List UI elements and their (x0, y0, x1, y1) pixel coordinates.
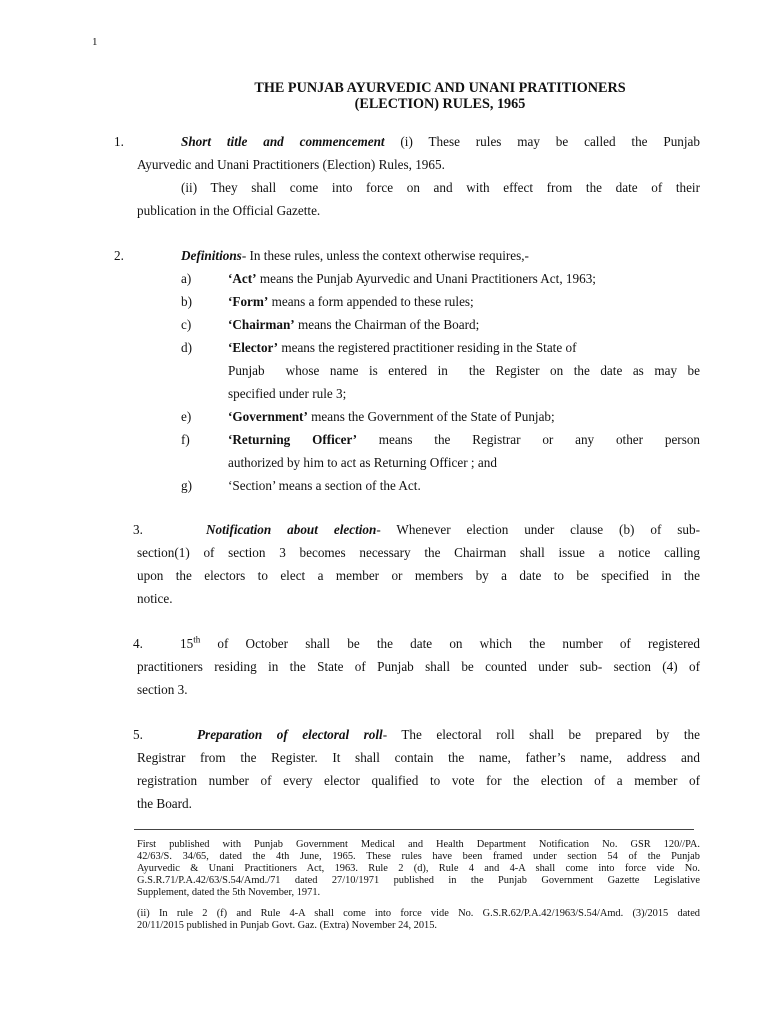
document-title: THE PUNJAB AYURVEDIC AND UNANI PRATITIONERS (254, 80, 626, 96)
definition-c-label: c) (181, 317, 192, 332)
definition-c (228, 314, 479, 336)
rule-3-line-2: section(1) of section 3 becomes necessary the Chairman shall issue a notice calling (137, 545, 700, 560)
rule-2-number: 2. (114, 248, 124, 263)
rule-5-number: 5. (133, 727, 143, 742)
definition-a-label: a) (181, 271, 192, 286)
definition-f-term: ‘Returning Officer’ (228, 432, 357, 447)
rule-1-text: (i) These rules may be called the Punjab (384, 134, 700, 149)
definition-d-cont-2: specified under rule 3; (228, 386, 347, 401)
rule-1-line-3: (ii) They shall come into force on and with effect from the date of their (181, 180, 700, 195)
definition-f-text: means the Registrar or any other person (356, 432, 701, 447)
document-subtitle: (ELECTION) RULES, 1965 (354, 96, 526, 112)
rule-4-number: 4. (133, 636, 143, 651)
rule-1-line-4: publication in the Official Gazette. (137, 203, 321, 218)
rule-5-line-4: the Board. (137, 796, 192, 811)
rule-1-number: 1. (114, 134, 124, 149)
footnote-2-line-2: 20/11/2015 published in Punjab Govt. Gaz. (Extra) November 24, 2015. (137, 920, 438, 931)
rule-3-line-3: upon the electors to elect a member or members by a date to be specified in the (137, 568, 700, 583)
definition-e-text: means the Government of the State of Punjab; (307, 409, 555, 424)
rule-5-line-1 (197, 724, 700, 746)
rule-3-line-1 (206, 519, 700, 541)
rule-4-day-suffix: th (193, 634, 201, 645)
rule-4-text: of October shall be the date on which the number of registered (200, 636, 700, 651)
definition-d-term: ‘Elector’ (228, 340, 279, 355)
definition-a (228, 268, 596, 290)
rule-3-line-4: notice. (137, 591, 173, 606)
definition-d (228, 337, 576, 359)
rule-1-line-1 (181, 131, 700, 153)
definition-b-label: b) (181, 294, 192, 309)
definition-d-text: means the registered practitioner residing in the State of (278, 340, 577, 355)
rule-1-heading: Short title and commencement (181, 134, 385, 149)
definition-g: ‘Section’ means a section of the Act. (228, 478, 421, 493)
rule-5-line-2: Registrar from the Register. It shall contain the name, father’s name, address and (137, 750, 700, 765)
rule-5-line-3: registration number of every elector qualified to vote for the election of a member of (137, 773, 700, 788)
rule-3-text: - Whenever election under clause (b) of sub- (376, 522, 701, 537)
definition-f-label: f) (181, 432, 190, 447)
rule-5-heading: Preparation of electoral roll (197, 727, 383, 742)
definition-g-label: g) (181, 478, 192, 493)
definition-e (228, 406, 555, 428)
definition-c-term: ‘Chairman’ (228, 317, 295, 332)
definition-f (228, 429, 700, 451)
footnote-2-line-1: (ii) In rule 2 (f) and Rule 4-A shall come into force vide No. G.S.R.62/P.A.42/1963/S.54/Amd. (3)/2015 dated (137, 908, 700, 919)
rule-3-number: 3. (133, 522, 143, 537)
footnote-1-line-4: G.S.R.71/P.A.42/63/S.54/Amd./71 dated 27/10/1971 published in the Punjab Government Gazette Legislative (137, 875, 700, 886)
rule-2-intro (181, 245, 529, 267)
footnote-1-line-3: Ayurvedic & Unani Practitioners Act, 1963. Rule 2 (d), Rule 4 and 4-A shall come into force vide No. (137, 863, 700, 874)
footnote-1-line-5: Supplement, dated the 5th November, 1971. (137, 887, 321, 898)
definition-b-term: ‘Form’ (228, 294, 269, 309)
footnote-divider (134, 829, 694, 830)
rule-3-heading: Notification about election (206, 522, 377, 537)
rule-4-line-1 (180, 633, 700, 655)
rule-1-line-2: Ayurvedic and Unani Practitioners (Election) Rules, 1965. (137, 157, 445, 172)
definition-e-term: ‘Government’ (228, 409, 308, 424)
rule-4-line-3: section 3. (137, 682, 188, 697)
definition-d-cont-1: Punjab whose name is entered in the Register on the date as may be (228, 363, 700, 378)
definition-e-label: e) (181, 409, 192, 424)
definition-c-text: means the Chairman of the Board; (294, 317, 480, 332)
definition-b (228, 291, 474, 313)
definition-d-label: d) (181, 340, 192, 355)
rule-5-text: - The electoral roll shall be prepared by the (382, 727, 700, 742)
rule-4-day: 15 (180, 636, 194, 651)
rule-4-line-2: practitioners residing in the State of Punjab shall be counted under sub- section (4) of (137, 659, 700, 674)
rule-2-text: - In these rules, unless the context otherwise requires,- (241, 248, 529, 263)
rule-2-heading: Definitions (181, 248, 242, 263)
definition-b-text: means a form appended to these rules; (268, 294, 474, 309)
definition-a-term: ‘Act’ (228, 271, 257, 286)
definition-a-text: means the Punjab Ayurvedic and Unani Practitioners Act, 1963; (256, 271, 596, 286)
page-number: 1 (92, 36, 98, 48)
footnote-1-line-2: 42/63/S. 34/65, dated the 4th June, 1965. These rules have been framed under section 54 of the Punjab (137, 851, 700, 862)
footnote-1-line-1: First published with Punjab Government Medical and Health Department Notification No. GSR 120//PA. (137, 839, 700, 850)
definition-f-cont-1: authorized by him to act as Returning Officer ; and (228, 455, 497, 470)
